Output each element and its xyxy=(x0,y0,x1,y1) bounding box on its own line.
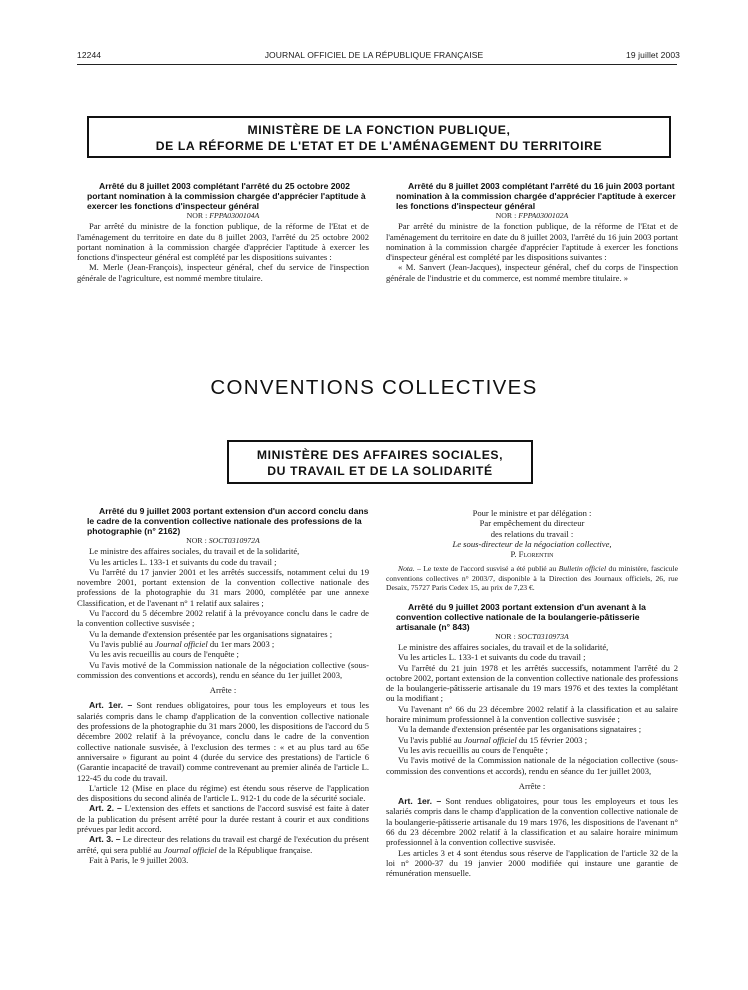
body-paragraph: Vu les articles L. 133-1 et suivants du code du travail ; xyxy=(89,556,277,567)
body-paragraph: Vu les avis recueillis au cours de l'enquête ; xyxy=(398,744,548,755)
body-paragraph: Vu l'accord du 5 décembre 2002 relatif à la prévoyance conclu dans le cadre de la convention collective susvisée ; xyxy=(77,608,369,629)
nor-reference: NOR : SOCT0310972A xyxy=(186,536,260,545)
signature-line: Pour le ministre et par délégation : xyxy=(472,508,592,518)
body-paragraph: Les articles 3 et 4 sont étendus sous réserve de l'application de l'article 32 de la loi n° 2000-37 du 19 janvier 2000 modifiée qui instaure une garantie de rémunération mensuelle. xyxy=(386,847,678,879)
body-paragraph: Vu l'avis motivé de la Commission nationale de la négociation collective (sous-commission des conventions et accords), rendu en séance du 1er juillet 2003, xyxy=(77,659,369,680)
arrete-title: Arrêté du 9 juillet 2003 portant extension d'un avenant à la convention collective nationale de la boulangerie-pâtisserie artisanale (n° 843) xyxy=(396,601,646,632)
nor-reference: NOR : SOCT0310973A xyxy=(495,631,569,641)
arrete-word: Arrête : xyxy=(518,780,546,791)
body-paragraph: M. Merle (Jean-François), inspecteur général, chef du service de l'inspection générale de l'agriculture, est nommé membre titulaire. xyxy=(77,262,369,283)
signature-place-date: Fait à Paris, le 9 juillet 2003. xyxy=(89,854,189,865)
signature-line: des relations du travail : xyxy=(490,528,574,539)
nor-reference: NOR : FPPA0300104A xyxy=(186,211,260,220)
arrete-title: Arrêté du 8 juillet 2003 complétant l'arrêté du 25 octobre 2002 portant nomination à la commission chargée d'apprécier l'aptitude à exercer les fonctions d'inspecteur général xyxy=(87,181,366,211)
ministry-heading-line2: DU TRAVAIL ET DE LA SOLIDARITÉ xyxy=(267,464,493,478)
article-3: Art. 3. – Le directeur des relations du travail est chargé de l'exécution du présent arrêté, qui sera publié au Journal officiel de la République française. xyxy=(77,834,369,855)
signatory-name: P. Florentin xyxy=(510,549,554,560)
ministry-heading-affaires-sociales xyxy=(227,440,533,484)
signature-line: Le sous-directeur de la négociation collective, xyxy=(452,538,612,549)
body-paragraph: Vu l'arrêté du 17 janvier 2001 et les arrêtés successifs, notamment celui du 19 novembre 2001, portant extension de la convention collective nationale des professions de la photographie du 31 mars 2000, complétée par une annexe Classification, et de l'avenant n° 1 relatif aux salaires ; xyxy=(77,566,369,608)
body-paragraph: Vu les avis recueillis au cours de l'enquête ; xyxy=(89,649,239,660)
page-number: 12244 xyxy=(77,50,102,60)
issue-date: 19 juillet 2003 xyxy=(626,50,680,60)
body-paragraph: Vu les articles L. 133-1 et suivants du code du travail ; xyxy=(398,652,586,663)
ministry-heading-fonction-publique xyxy=(87,116,671,158)
body-paragraph: Par arrêté du ministre de la fonction publique, de la réforme de l'Etat et de l'aménagement du territoire en date du 8 juillet 2003, l'arrêté du 25 octobre 2002 portant nomination à la commission chargée d'apprécier l'aptitude à exercer les fonctions d'inspecteur général est complété par les dispositions suivantes : xyxy=(77,221,369,263)
body-paragraph: Par arrêté du ministre de la fonction publique, de la réforme de l'Etat et de l'aménagement du territoire en date du 8 juillet 2003, l'arrêté du 16 juin 2003 portant nomination à la commission chargée d'apprécier l'aptitude à exercer les fonctions d'inspecteur général est complété par les dispositions suivantes : xyxy=(386,221,678,263)
body-paragraph: Vu l'avenant n° 66 du 23 décembre 2002 relatif à la classification et au salaire horaire minimum professionnel à la convention collective susvisée ; xyxy=(386,703,678,725)
nor-reference: NOR : FPPA0300102A xyxy=(495,211,569,220)
arrete-block-2 xyxy=(386,181,678,283)
arrete-title: Arrêté du 9 juillet 2003 portant extension d'un accord conclu dans le cadre de la convention collective nationale des professions de la photographie (n° 2162) xyxy=(87,506,369,536)
body-paragraph: Vu l'avis motivé de la Commission nationale de la négociation collective (sous-commission des conventions et accords), rendu en séance du 1er juillet 2003, xyxy=(386,755,678,776)
body-paragraph: « M. Sanvert (Jean-Jacques), inspecteur général, chef du corps de l'inspection générale de l'industrie et du commerce, est nommé membre titulaire. » xyxy=(386,262,678,283)
arrete-block-1 xyxy=(77,181,369,283)
arrete-block-4 xyxy=(386,602,678,879)
section-title: CONVENTIONS COLLECTIVES xyxy=(210,376,538,399)
right-column-lower xyxy=(386,508,678,879)
body-paragraph: Vu l'avis publié au Journal officiel du 15 février 2003 ; xyxy=(398,734,588,745)
arrete-title: Arrêté du 8 juillet 2003 complétant l'arrêté du 16 juin 2003 portant nomination à la commission chargée d'apprécier l'aptitude à exercer les fonctions d'inspecteur général xyxy=(396,181,676,211)
article-2: Art. 2. – L'extension des effets et sanctions de l'accord susvisé est faite à dater de la publication du présent arrêté pour la durée restant à courir et aux conditions prévues par ledit accord. xyxy=(77,803,369,835)
journal-title: JOURNAL OFFICIEL DE LA RÉPUBLIQUE FRANÇAISE xyxy=(264,50,484,60)
ministry-heading-line2: DE LA RÉFORME DE L'ETAT ET DE L'AMÉNAGEMENT DU TERRITOIRE xyxy=(155,139,603,153)
body-paragraph: Vu l'arrêté du 21 juin 1978 et les arrêtés successifs, notamment l'arrêté du 2 octobre 2002, portant extension de la convention collective nationale des professions de la boulangerie-pâtisserie artisanale du 19 mars 1976 et des textes la complétant ou la modifiant ; xyxy=(386,662,678,704)
body-paragraph: Vu l'avis publié au Journal officiel du 1er mars 2003 ; xyxy=(89,638,275,649)
body-paragraph: Le ministre des affaires sociales, du travail et de la solidarité, xyxy=(89,546,300,557)
body-paragraph: Le ministre des affaires sociales, du travail et de la solidarité, xyxy=(398,642,609,652)
ministry-heading-line1: MINISTÈRE DE LA FONCTION PUBLIQUE, xyxy=(247,123,511,137)
article-1: Art. 1er. – Sont rendues obligatoires, pour tous les employeurs et tous les salariés compris dans le champ d'application de la convention collective nationale de la boulangerie-pâtisserie artisanale du 19 mars 1976, les dispositions de l'avenant n° 66 du 23 décembre 2002 relatif à la classification et au salaire horaire minimum professionnel à la convention collective susvisée. xyxy=(386,796,679,848)
arrete-block-3 xyxy=(77,506,369,865)
signature-line: Par empêchement du directeur xyxy=(479,518,585,529)
body-paragraph: L'article 12 (Mise en place du régime) est étendu sous réserve de l'application des dispositions du second alinéa de l'article L. 912-1 du code de la sécurité sociale. xyxy=(77,782,369,804)
nota-note: Nota. – Le texte de l'accord susvisé a été publié au Bulletin officiel du ministère, fascicule conventions collectives n° 2003/7, disponible à la Direction des Journaux officiels, 26, rue Desaix, 75727 Paris Cedex 15, au prix de 7,23 €. xyxy=(386,564,679,593)
header-divider xyxy=(77,64,677,65)
body-paragraph: Vu la demande d'extension présentée par les organisations signataires ; xyxy=(89,628,333,639)
article-1: Art. 1er. – Sont rendues obligatoires, pour tous les employeurs et tous les salariés compris dans le champ d'application de la convention collective nationale des professions de la photographie du 31 mars 2000, les dispositions de l'accord du 5 décembre 2002 relatif à la prévoyance, conclu dans le cadre de la convention collective nationale susvisée, à l'exclusion des termes : « et au plus tard au 65e anniversaire » figurant au point 4 (durée du service des prestations) de l'article 6 (Garantie incapacité de travail) comme contrevenant au premier alinéa de l'article L. 122-45 du code du travail. xyxy=(77,700,370,783)
ministry-heading-line1: MINISTÈRE DES AFFAIRES SOCIALES, xyxy=(256,448,504,462)
body-paragraph: Vu la demande d'extension présentée par les organisations signataires ; xyxy=(398,724,642,735)
signature-block xyxy=(386,508,678,559)
arrete-word: Arrête : xyxy=(209,685,237,696)
